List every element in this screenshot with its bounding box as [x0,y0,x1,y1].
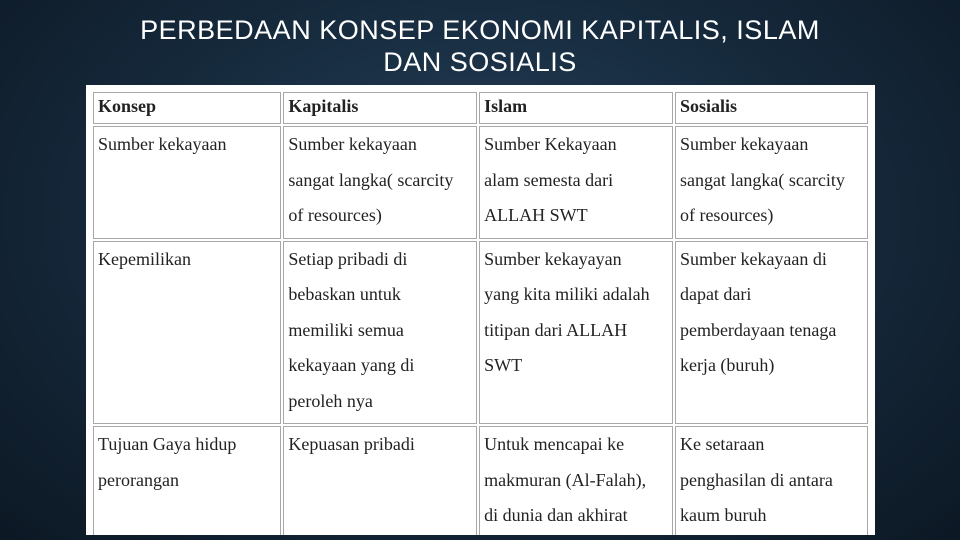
cell-line: sangat langka( scarcity [679,169,845,190]
cell-line: yang kita miliki adalah [484,284,650,304]
cell-line: bebaskan untuk [288,284,401,304]
cell-line: Kepuasan pribadi [288,434,415,454]
cell-line: Sumber kekayaan [98,134,227,154]
cell-konsep [93,126,281,239]
cell-line: kaum buruh [679,505,767,525]
cell-sosialis [675,241,868,425]
cell-line: Kepemilikan [98,248,191,269]
cell-line: peroleh nya [288,390,373,411]
table-header-row [93,92,868,124]
cell-line: Tujuan Gaya hidup [98,434,237,454]
table-row [93,426,868,535]
cell-line: Ke setaraan [679,434,765,454]
cell-line: alam semesta dari [484,169,614,190]
cell-kapitalis [283,241,477,425]
cell-sosialis [675,426,868,535]
cell-kapitalis [283,426,477,535]
cell-islam [479,426,673,535]
cell-line: di dunia dan akhirat [484,505,628,525]
comparison-table-image [86,85,875,535]
cell-line: perorangan [98,469,179,490]
cell-line: SWT [484,355,523,375]
cell-line: kekayaan yang di [288,355,415,375]
cell-line: Untuk mencapai ke [484,434,625,454]
cell-sosialis [675,126,868,239]
cell-line: Sumber kekayaan [288,134,417,154]
cell-line: Sumber kekayayan [484,248,622,269]
cell-kapitalis [283,126,477,239]
table-row [93,126,868,239]
table-row [93,241,868,425]
cell-line: sangat langka( scarcity [288,169,454,190]
header-islam: Islam [479,92,673,124]
cell-line: Setiap pribadi di [288,248,408,269]
cell-line: of resources) [288,205,382,225]
header-sosialis: Sosialis [675,92,868,124]
cell-line: Sumber kekayaan [679,134,809,154]
slide-title-line-1: PERBEDAAN KONSEP EKONOMI KAPITALIS, ISLAM [140,15,820,45]
slide-title-line-2: DAN SOSIALIS [383,47,577,77]
cell-line: ALLAH SWT [484,205,588,225]
cell-konsep [93,426,281,535]
cell-line: titipan dari ALLAH [484,319,628,340]
comparison-table [91,90,870,535]
cell-line: Sumber kekayaan di [679,248,827,269]
cell-line: Sumber Kekayaan [484,134,617,154]
cell-line: memiliki semua [288,319,404,340]
header-kapitalis: Kapitalis [283,92,477,124]
header-konsep: Konsep [93,92,281,124]
cell-line: makmuran (Al-Falah), [484,469,647,490]
cell-line: of resources) [679,205,774,225]
cell-line: penghasilan di antara [679,469,833,490]
slide-title [60,14,900,78]
cell-konsep [93,241,281,425]
cell-line: kerja (buruh) [679,355,775,375]
cell-islam [479,126,673,239]
cell-islam [479,241,673,425]
cell-line: dapat dari [679,284,752,304]
cell-line: pemberdayaan tenaga [679,319,837,340]
